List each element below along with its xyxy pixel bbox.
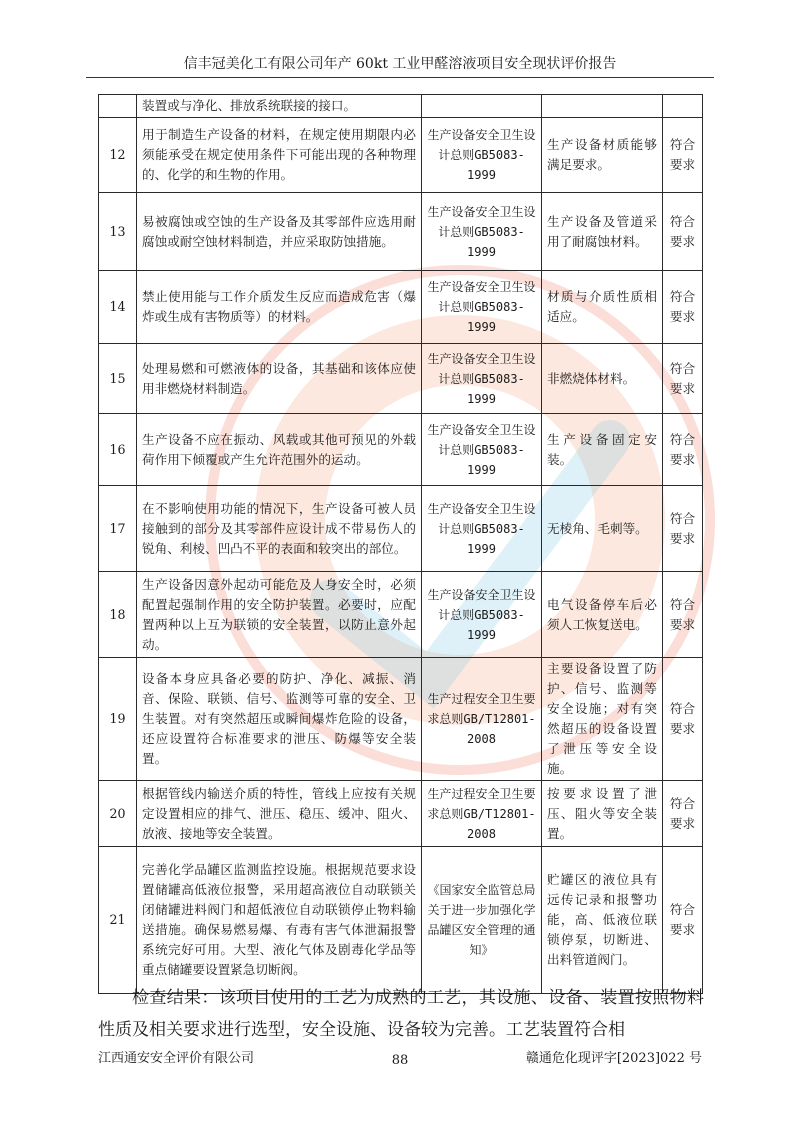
row-status: 贮罐区的液位具有远传记录和报警功能，高、低液位联锁停泵，切断进、出料管道阀门。 (542, 847, 663, 994)
row-result: 符合要求 (663, 847, 703, 994)
page-number: 88 (391, 1053, 409, 1068)
table-row (99, 95, 703, 118)
row-number: 15 (99, 344, 137, 414)
row-basis: 生产设备安全卫生设计总则GB5083-1999 (422, 572, 542, 658)
row-basis: 生产设备安全卫生设计总则GB5083-1999 (422, 344, 542, 414)
table-row (99, 271, 703, 344)
footer-doc-number: 赣通危化现评字[2023]022 号 (525, 1051, 702, 1066)
row-number: 13 (99, 193, 137, 271)
row-status: 生产设备及管道采用了耐腐蚀材料。 (542, 193, 663, 271)
row-basis (422, 95, 542, 118)
row-basis: 生产设备安全卫生设计总则GB5083-1999 (422, 414, 542, 486)
row-requirement: 处理易燃和可燃液体的设备，其基础和该体应使用非燃烧材料制造。 (137, 344, 422, 414)
row-status: 生产设备固定安装。 (542, 414, 663, 486)
table-row (99, 414, 703, 486)
row-requirement: 设备本身应具备必要的防护、净化、减振、消音、保险、联锁、信号、监测等可靠的安全、卫生装置。对有突然超压或瞬间爆炸危险的设备，还应设置符合标准要求的泄压、防爆等安全装置。 (137, 658, 422, 781)
table-row (99, 658, 703, 781)
row-result: 符合要求 (663, 271, 703, 344)
row-basis: 《国家安全监管总局关于进一步加强化学品罐区安全管理的通知》 (422, 847, 542, 994)
page-footer (98, 1049, 702, 1069)
row-basis: 生产设备安全卫生设计总则GB5083-1999 (422, 271, 542, 344)
row-requirement: 生产设备因意外起动可能危及人身安全时，必须配置起强制作用的安全防护装置。必要时，应配置两种以上互为联锁的安全装置，以防止意外起动。 (137, 572, 422, 658)
footer-company: 江西通安安全评价有限公司 (98, 1051, 255, 1066)
header-rule (86, 77, 714, 78)
row-result (663, 95, 703, 118)
row-requirement: 生产设备不应在振动、风载或其他可预见的外载荷作用下倾覆或产生允许范围外的运动。 (137, 414, 422, 486)
row-requirement: 完善化学品罐区监测监控设施。根据规范要求设置储罐高低液位报警，采用超高液位自动联锁关闭储罐进料阀门和超低液位自动联锁停止物料输送措施。确保易燃易爆、有毒有害气体泄漏报警系统完好可用。大型、液化气体及剧毒化学品等重点储罐要设置紧急切断阀。 (137, 847, 422, 994)
row-result: 符合要求 (663, 486, 703, 572)
row-status: 主要设备设置了防护、信号、监测等安全设施；对有突然超压的设备设置了泄压等安全设施。 (542, 658, 663, 781)
row-requirement: 装置或与净化、排放系统联接的接口。 (137, 95, 422, 118)
row-status: 生产设备材质能够满足要求。 (542, 118, 663, 193)
row-status: 电气设备停车后必须人工恢复送电。 (542, 572, 663, 658)
row-number: 12 (99, 118, 137, 193)
table-row (99, 486, 703, 572)
row-result: 符合要求 (663, 572, 703, 658)
row-basis: 生产设备安全卫生设计总则GB5083-1999 (422, 486, 542, 572)
row-number (99, 95, 137, 118)
table-row (99, 118, 703, 193)
table-row (99, 781, 703, 847)
inspection-conclusion: 检查结果：该项目使用的工艺为成熟的工艺，其设施、设备、装置按照物料性质及相关要求进行选型，安全设施、设备较为完善。工艺装置符合相 (98, 988, 704, 1040)
table-row (99, 847, 703, 994)
row-number: 14 (99, 271, 137, 344)
row-number: 16 (99, 414, 137, 486)
row-requirement: 易被腐蚀或空蚀的生产设备及其零部件应选用耐腐蚀或耐空蚀材料制造，并应采取防蚀措施。 (137, 193, 422, 271)
row-basis: 生产过程安全卫生要求总则GB/T12801-2008 (422, 658, 542, 781)
row-result: 符合要求 (663, 344, 703, 414)
row-status: 材质与介质性质相适应。 (542, 271, 663, 344)
row-number: 17 (99, 486, 137, 572)
table-row (99, 572, 703, 658)
row-requirement: 用于制造生产设备的材料，在规定使用期限内必须能承受在规定使用条件下可能出现的各种物理的、化学的和生物的作用。 (137, 118, 422, 193)
row-status: 无棱角、毛刺等。 (542, 486, 663, 572)
row-requirement: 禁止使用能与工作介质发生反应而造成危害（爆炸或生成有害物质等）的材料。 (137, 271, 422, 344)
row-basis: 生产设备安全卫生设计总则GB5083-1999 (422, 193, 542, 271)
page-header-title: 信丰冠美化工有限公司年产 60kt 工业甲醛溶液项目安全现状评价报告 (183, 56, 617, 72)
row-number: 19 (99, 658, 137, 781)
row-result: 符合要求 (663, 414, 703, 486)
inspection-table (98, 94, 703, 994)
row-requirement: 根据管线内输送介质的特性，管线上应按有关规定设置相应的排气、泄压、稳压、缓冲、阻火、放液、接地等安全装置。 (137, 781, 422, 847)
row-result: 符合要求 (663, 658, 703, 781)
row-result: 符合要求 (663, 118, 703, 193)
table-row (99, 193, 703, 271)
table-row (99, 344, 703, 414)
row-result: 符合要求 (663, 193, 703, 271)
row-number: 21 (99, 847, 137, 994)
row-basis: 生产过程安全卫生要求总则GB/T12801-2008 (422, 781, 542, 847)
row-status: 按要求设置了泄压、阻火等安全装置。 (542, 781, 663, 847)
row-number: 20 (99, 781, 137, 847)
row-result: 符合要求 (663, 781, 703, 847)
row-status (542, 95, 663, 118)
row-number: 18 (99, 572, 137, 658)
row-requirement: 在不影响使用功能的情况下，生产设备可被人员接触到的部分及其零部件应设计成不带易伤人的锐角、利棱、凹凸不平的表面和较突出的部位。 (137, 486, 422, 572)
inspection-table-body (99, 95, 703, 994)
row-basis: 生产设备安全卫生设计总则GB5083-1999 (422, 118, 542, 193)
row-status: 非燃烧体材料。 (542, 344, 663, 414)
